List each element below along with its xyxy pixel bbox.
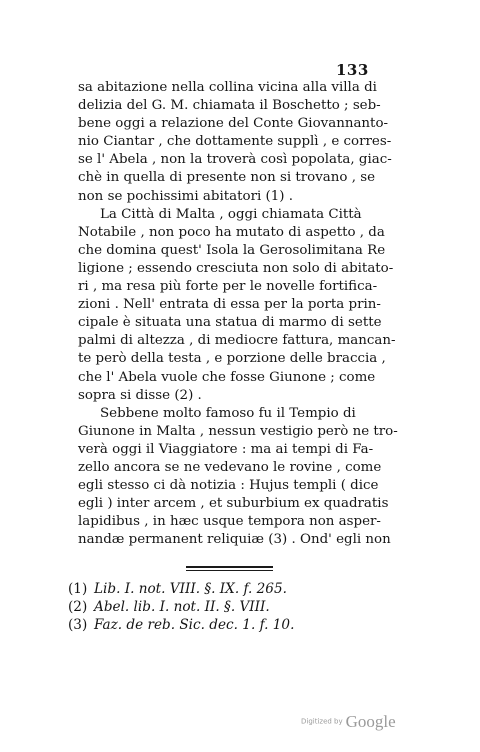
footnotes xyxy=(68,580,378,634)
text-line: che domina quest' Isola la Gerosolimitana Re xyxy=(78,242,386,258)
watermark-prefix: Digitized by xyxy=(301,717,343,726)
footnote-mark: (3) xyxy=(68,617,88,633)
text-line: Sebbene molto famoso fu il Tempio di xyxy=(100,405,356,421)
body-text xyxy=(78,79,398,549)
text-line: nandæ permanent reliquiæ (3) . Ond' egli non xyxy=(78,532,391,548)
footnote-text: Faz. de reb. Sic. dec. 1. f. 10. xyxy=(94,617,295,633)
text-line: egli ) inter arcem , et suburbium ex quadratis xyxy=(78,496,389,512)
text-line: Giunone in Malta , nessun vestigio però ne tro- xyxy=(78,423,398,439)
text-line: ligione ; essendo cresciuta non solo di abitato- xyxy=(78,260,394,276)
footnote xyxy=(68,598,378,616)
footnote-mark: (1) xyxy=(68,581,88,597)
text-line: delizia del G. M. chiamata il Boschetto ; seb- xyxy=(78,98,381,114)
text-line: nio Ciantar , che dottamente supplì , e corres- xyxy=(78,134,392,150)
text-line: lapidibus , in hæc usque tempora non asper- xyxy=(78,514,381,530)
text-line: egli stesso ci dà notizia : Hujus templi ( dice xyxy=(78,478,379,494)
watermark-brand: Google xyxy=(345,711,396,731)
digitized-watermark xyxy=(301,711,396,732)
text-line: La Città di Malta , oggi chiamata Città xyxy=(100,206,362,222)
footnote xyxy=(68,616,378,634)
footnote-text: Lib. I. not. VIII. §. IX. f. 265. xyxy=(94,581,287,597)
text-line: sa abitazione nella collina vicina alla villa di xyxy=(78,80,377,95)
text-line: zioni . Nell' entrata di essa per la porta prin- xyxy=(78,297,381,313)
text-line: palmi di altezza , di mediocre fattura, mancan- xyxy=(78,333,396,349)
text-line: te però della testa , e porzione delle braccia , xyxy=(78,351,386,367)
text-line: non se pochissimi abitatori (1) . xyxy=(78,188,293,204)
text-line: se l' Abela , non la troverà così popolata, giac- xyxy=(78,152,392,168)
text-line: sopra si disse (2) . xyxy=(78,387,202,403)
text-line: zello ancora se ne vedevano le rovine , come xyxy=(78,459,382,475)
footnote-mark: (2) xyxy=(68,599,88,615)
footnote-text: Abel. lib. I. not. II. §. VIII. xyxy=(94,599,270,615)
text-line: chè in quella di presente non si trovano , se xyxy=(78,170,376,186)
text-line: che l' Abela vuole che fosse Giunone ; come xyxy=(78,369,376,385)
page-number: 133 xyxy=(336,61,369,79)
text-line: Notabile , non poco ha mutato di aspetto , da xyxy=(78,224,385,240)
text-line: bene oggi a relazione del Conte Giovannanto- xyxy=(78,116,389,132)
footnote-divider xyxy=(186,566,273,571)
text-line: ri , ma resa più forte per le novelle fortifica- xyxy=(78,279,378,295)
text-line: verà oggi il Viaggiatore : ma ai tempi di Fa- xyxy=(78,441,374,457)
footnote xyxy=(68,580,378,598)
text-line: cipale è situata una statua di marmo di sette xyxy=(78,315,382,331)
